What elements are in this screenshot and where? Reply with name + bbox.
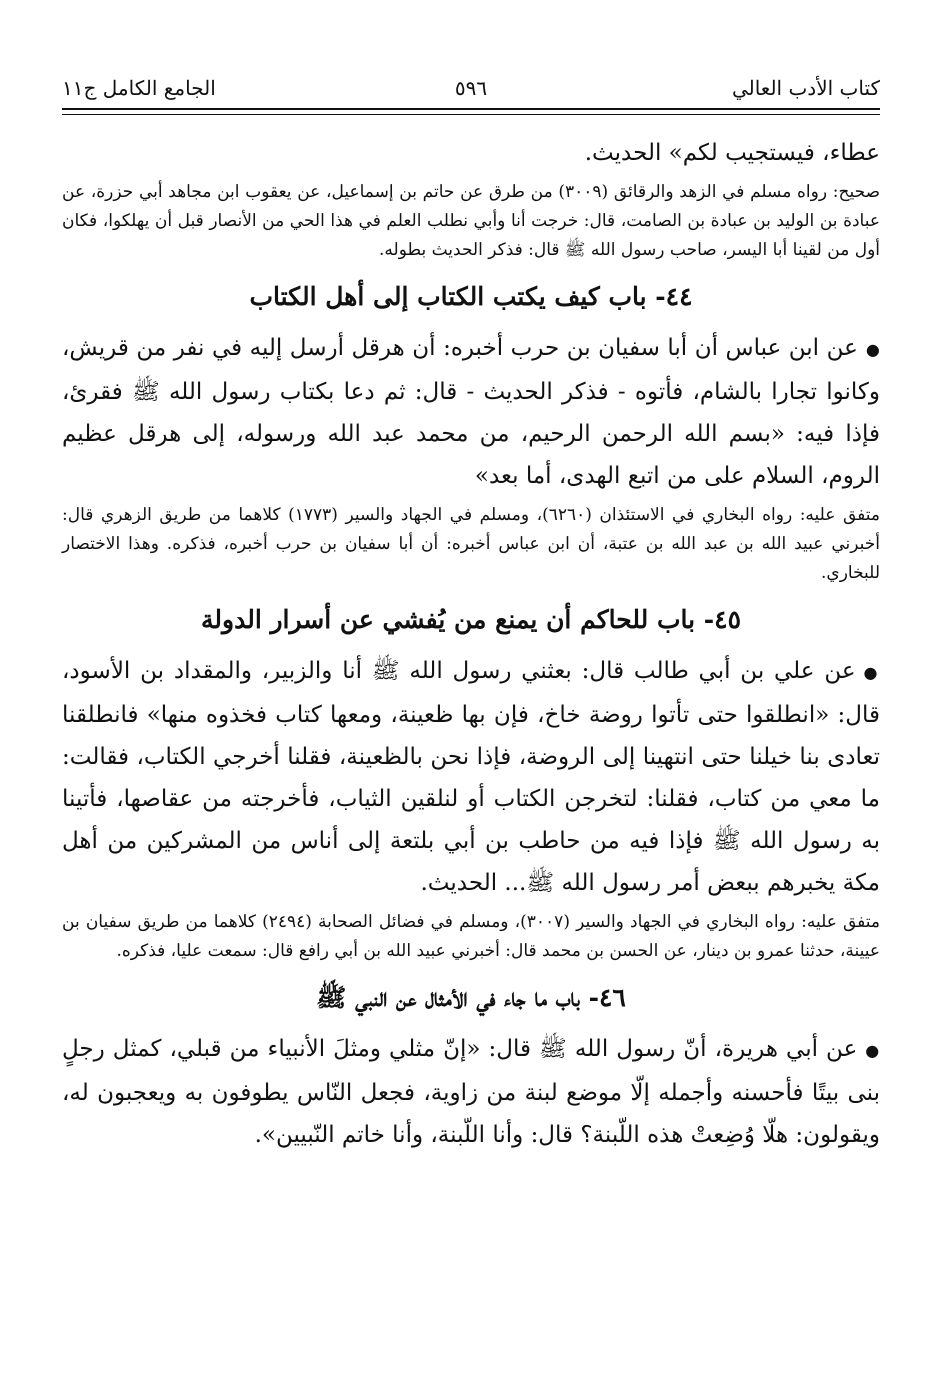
page-header — [62, 64, 880, 100]
page-number: ٥٩٦ — [454, 76, 488, 100]
bullet-icon: ● — [865, 340, 880, 359]
chapter-heading: ٤٥- باب للحاكم أن يمنع من يُفشي عن أسرار الدولة — [200, 605, 742, 634]
hadith-text: عن أبي هريرة، أنّ رسول الله ﷺ قال: «إنّ مثلي ومثلَ الأنبياء من قبلي، كمثل رجلٍ بنى بيتًا فأحسنه وأجمله إلّا موضع لبنة من زاوية، فجعل النّاس يطوفون به ويعجبون له، ويقولون: هلّا وُضِعتْ هذه اللّبنة؟ قال: وأنا اللّبنة، وأنا خاتم النّبيين». — [62, 1036, 880, 1148]
takhrij-note: متفق عليه: رواه البخاري في الجهاد والسير (٣٠٠٧)، ومسلم في فضائل الصحابة (٢٤٩٤) كلاهما من طريق سفيان بن عيينة، حدثنا عمرو بن دينار، عن الحسن بن محمد قال: أخبرني عبيد الله بن أبي رافع قال: سمعت عليا، فذكره. — [62, 912, 881, 961]
hadith-paragraph — [62, 1028, 880, 1156]
takhrij-note: متفق عليه: رواه البخاري في الاستئذان (٦٢٦٠)، ومسلم في الجهاد والسير (١٧٧٣) كلاهما من طريق الزهري قال: أخبرني عبيد الله بن عبد الله بن عتبة، أن ابن عباس أخبره: أن أبا سفيان بن حرب أخبره، فذكره. وهذا الاختصار للبخاري. — [62, 505, 880, 583]
takhrij-note: صحيح: رواه مسلم في الزهد والرقائق (٣٠٠٩) من طرق عن حاتم بن إسماعيل، عن يعقوب ابن مجاهد أبي حزرة، عن عبادة بن الوليد بن عبادة بن الصامت، قال: خرجت أنا وأبي نطلب العلم في هذا الحي من الأنصار قبل أن يهلكوا، فكان أول من لقينا أبا اليسر، صاحب رسول الله ﷺ قال: فذكر الحديث بطوله. — [62, 182, 881, 260]
bullet-icon: ● — [865, 1041, 880, 1060]
book-title: كتاب الأدب العالي — [731, 76, 880, 100]
hadith-paragraph — [62, 327, 880, 497]
bullet-icon: ● — [863, 663, 880, 682]
header-rule-thick — [62, 108, 880, 110]
paragraph: عطاء، فيستجيب لكم» الحديث. — [584, 140, 880, 166]
volume-label: الجامع الكامل ج١١ — [62, 76, 216, 100]
hadith-text: عن علي بن أبي طالب قال: بعثني رسول الله ﷺ أنا والزبير، والمقداد بن الأسود، قال: «انطلقوا حتى تأتوا روضة خاخ، فإن بها ظعينة، ومعها كتاب فخذوه منها» فانطلقنا تعادى بنا خيلنا حتى انتهينا إلى الروضة، فإذا نحن بالظعينة، فقلنا أخرجي الكتاب، فقالت: ما معي من كتاب، فقلنا: لتخرجن الكتاب أو لنلقين الثياب، فأخرجته من عقاصها، فأتينا به رسول الله ﷺ فإذا فيه من حاطب بن أبي بلتعة إلى أناس من المشركين من أهل مكة يخبرهم ببعض أمر رسول الله ﷺ... الحديث. — [62, 658, 880, 896]
hadith-paragraph — [62, 650, 880, 904]
chapter-heading: ٤٦- باب ما جاء في الأمثال عن النبي ﷺ — [316, 983, 626, 1012]
header-rule-thin — [62, 114, 880, 115]
hadith-text: عن ابن عباس أن أبا سفيان بن حرب أخبره: أن هرقل أرسل إليه في نفر من قريش، وكانوا تجارا بالشام، فأتوه - فذكر الحديث - قال: ثم دعا بكتاب رسول الله ﷺ فقرئ، فإذا فيه: «بسم الله الرحمن الرحيم، من محمد عبد الله ورسوله، إلى هرقل عظيم الروم، السلام على من اتبع الهدى، أما بعد» — [62, 335, 880, 489]
page-content — [62, 132, 880, 1156]
chapter-heading: ٤٤- باب كيف يكتب الكتاب إلى أهل الكتاب — [249, 282, 693, 311]
